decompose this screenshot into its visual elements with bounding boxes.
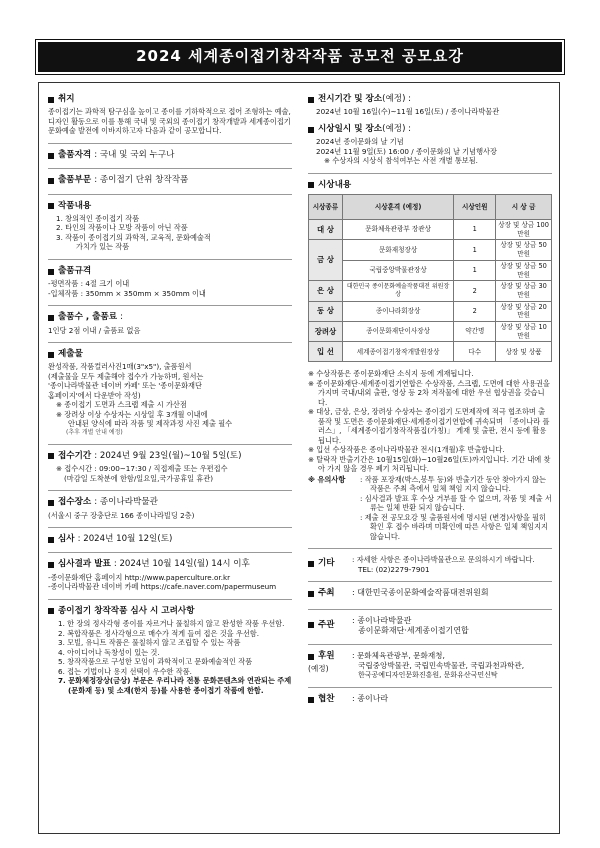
divider xyxy=(48,342,292,343)
organizer-line: 종이문화재단·세계종이접기연합 xyxy=(358,626,469,636)
award-count: 1 xyxy=(454,240,496,260)
section-awards xyxy=(308,180,552,363)
bullet-square-icon xyxy=(308,561,314,567)
result-value: : 2024년 10월 14일(월) 14시 이후 xyxy=(113,559,250,570)
section-content xyxy=(48,201,292,252)
sponsor-line: 한국공예디자인문화진흥원, 문화유산국민신탁 xyxy=(358,670,498,679)
award-prize: 상장 및 상품 xyxy=(496,342,552,362)
note-item: ※ 수상작품은 종이문화재단 소식지 등에 게재됩니다. xyxy=(308,369,474,379)
list-item: 3. 작품이 종이접기의 과학적, 교육적, 문화예술적 xyxy=(56,232,211,242)
divider xyxy=(308,173,552,174)
table-row xyxy=(309,281,552,301)
caution-item: : 작품 포장재(박스,봉투 등)와 반출기간 동안 찾아가지 않는 작품은 주최 측에서 일체 책임 지지 않습니다. xyxy=(360,474,547,494)
column-header: 시상인원 xyxy=(454,195,496,220)
submit-line: ※ 장려상 이상 수상자는 시상일 후 3개월 이내에 xyxy=(56,409,208,419)
table-row xyxy=(309,301,552,321)
sponsor-note: (예정) xyxy=(308,664,329,674)
section-ceremony: 시상일시 및 장소 (예정) : 2024년 종이문화의 날 기념 2024년 11월 9일(토) 16:00 / 종이문화의 날 기념행사장 ※ 수상자의 시상식 참석여부는 사전 개별 통보됨. xyxy=(308,124,552,166)
section-judge xyxy=(48,534,292,545)
section-purpose xyxy=(48,94,292,136)
section-heading: 전시기간 및 장소 xyxy=(318,94,383,104)
section-heading: 출품수 , 출품료 xyxy=(58,312,118,323)
section-heading: 주관 xyxy=(318,619,335,630)
bullet-square-icon xyxy=(48,453,54,459)
sponsor-line: : 문화체육관광부, 문화재청, xyxy=(352,650,445,660)
list-item: 2. 타인의 작품이나 모방 작품이 아닌 작품 xyxy=(56,223,188,233)
section-exhibit: 전시기간 및 장소 (예정) : 2024년 10월 16일(수)~11월 16일(토) / 종이나라박물관 xyxy=(308,94,552,117)
divider xyxy=(48,259,292,260)
section-heading: 접수장소 xyxy=(58,497,92,508)
submit-line: 안내된 양식에 따라 작품 및 제작과정 사진 제출 필수 xyxy=(68,419,233,429)
divider xyxy=(308,609,552,610)
divider xyxy=(48,305,292,306)
award-name: 국립중앙박물관장상 xyxy=(342,260,453,280)
note-item: ※ 탈락작 반출기간은 10월15일(화)~10월26일(토)까지입니다. 기간 내에 찾아 가지 않을 경우 폐기 처리됩니다. xyxy=(308,454,551,474)
award-level: 동 상 xyxy=(309,301,343,321)
column-header: 시상종류 xyxy=(309,195,343,220)
section-heading: 주최 xyxy=(318,588,335,599)
divider xyxy=(48,527,292,528)
note-item: ※ 대상, 금상, 은상, 장려상 수상자는 종이접기 도면제작에 적극 협조하며 출품작 및 도면은 종이문화재단·세계종이접기연합에 귀속되며 「종이나라 플러스」, 「세계종이접기창작작품집(가칭)」 게재 및 출판, 전시 등에 활용됩니다. xyxy=(308,407,550,445)
divider xyxy=(48,194,292,195)
section-criteria xyxy=(48,606,292,695)
section-host xyxy=(308,588,552,601)
ceremony-line: 2024년 종이문화의 날 기념 xyxy=(316,137,404,147)
award-prize: 상장 및 상금 50만원 xyxy=(496,260,552,280)
note-item: ※ 입선 수상작품은 종이나라박물관 전시(1개월)후 반출합니다. xyxy=(308,445,505,455)
divider xyxy=(48,552,292,553)
submit-line: 홈페이지'에서 다운받아 작성) xyxy=(48,390,141,400)
divider xyxy=(308,581,552,582)
award-level: 금 상 xyxy=(309,240,343,281)
section-heading: 심사결과 발표 xyxy=(58,559,111,570)
section-result xyxy=(48,559,292,591)
list-item: 가치가 있는 작품 xyxy=(76,242,130,252)
list-item: 2. 복합작품은 정사각형으로 매수가 적게 들여 접은 것을 우선함. xyxy=(58,628,260,638)
section-support xyxy=(308,694,552,707)
sponsor-line: 국립중앙박물관, 국립민속박물관, 국립과천과학관, xyxy=(358,660,525,670)
award-count: 2 xyxy=(454,281,496,301)
ceremony-line: 2024년 11월 9일(토) 16:00 / 종이문화의 날 기념행사장 xyxy=(316,146,497,156)
section-eligibility xyxy=(48,150,292,161)
divider xyxy=(48,490,292,491)
award-name: 대한민국 종이문화예술작품대전 위원장상 xyxy=(342,281,453,301)
list-item: -입체작품 : 350mm × 350mm × 350mm 이내 xyxy=(48,288,206,298)
section-heading: 제출물 xyxy=(58,349,83,360)
bullet-square-icon xyxy=(308,697,314,703)
section-count: 출품수 , 출품료 : 1인당 2점 이내 / 출품료 없음 xyxy=(48,312,292,335)
column-header: 시 상 금 xyxy=(496,195,552,220)
contact-tel[interactable]: TEL: (02)2279-7901 xyxy=(358,564,430,574)
award-prize: 상장 및 상금 30만원 xyxy=(496,281,552,301)
table-row xyxy=(309,342,552,362)
section-heading: 협찬 xyxy=(318,694,335,705)
list-item: 1. 한 장의 정사각형 종이를 자르거나 풀칠하지 않고 완성한 작품 우선함. xyxy=(58,619,285,629)
award-name: 종이문화재단이사장상 xyxy=(342,322,453,342)
submit-line: 완성작품, 작품컬러사진1매(3"x5"), 출품원서 xyxy=(48,362,192,372)
award-name: 문화체육관광부 장관상 xyxy=(342,220,453,240)
section-heading: 심사 xyxy=(58,534,75,544)
bullet-square-icon xyxy=(48,153,54,159)
section-heading: 후원 xyxy=(318,650,335,661)
contact-text: : 자세한 사항은 종이나라박물관으로 문의하시기 바랍니다. xyxy=(352,555,535,565)
page-title: 2024 세계종이접기창작작품 공모전 공모요강 xyxy=(38,42,562,72)
bullet-square-icon xyxy=(308,127,314,133)
right-column xyxy=(308,94,552,715)
place-address: (서울시 중구 장충단로 166 종이나라빌딩 2층) xyxy=(48,510,195,520)
award-count: 1 xyxy=(454,260,496,280)
section-heading: 기타 xyxy=(318,558,335,569)
submit-line: ※ 종이접기 도면과 스크랩 제출 시 가산점 xyxy=(56,400,187,410)
judge-value: : 2024년 10월 12일(토) xyxy=(77,534,173,544)
section-period xyxy=(48,451,292,483)
section-heading: 작품내용 xyxy=(58,200,92,211)
table-row xyxy=(309,220,552,240)
section-submit xyxy=(48,349,292,437)
section-contact xyxy=(308,555,552,574)
period-line: (마감일 도착분에 한함/일요일,국가공휴일 휴관) xyxy=(64,473,214,483)
left-column xyxy=(48,94,292,702)
divider xyxy=(308,548,552,549)
section-heading: 출품부문 xyxy=(58,175,92,186)
divider xyxy=(308,687,552,688)
list-item: 5. 창작작품으로 구성한 모임이 과학적이고 문화예술적인 작품 xyxy=(58,657,253,667)
bullet-square-icon xyxy=(308,654,314,660)
period-line: ※ 접수시간 : 09:00~17:30 / 직접제출 또는 우편접수 xyxy=(56,464,228,474)
list-item: 3. 모빌, 유니트 작품은 풀칠하지 않고 조립할 수 있는 작품 xyxy=(58,638,241,648)
caution-block xyxy=(308,475,552,542)
ceremony-line: ※ 수상자의 시상식 참석여부는 사전 개별 통보됨. xyxy=(324,156,478,166)
list-item: 1. 창의적인 종이접기 작품 xyxy=(56,213,140,223)
section-category xyxy=(48,175,292,186)
caution-item: : 제출 전 공모요강 및 출품원서에 명시된 (변경)사항을 필히 확인 후 접수 바라며 미확인에 따른 사항은 일체 책임지지 않습니다. xyxy=(360,512,548,541)
award-name: 문화재청장상 xyxy=(342,240,453,260)
table-row xyxy=(309,260,552,280)
section-heading: 종이접기 창작작품 심사 시 고려사항 xyxy=(58,605,195,616)
section-notes xyxy=(308,369,552,541)
bullet-square-icon xyxy=(48,352,54,358)
submit-note: (추후 개별 안내 예정) xyxy=(66,428,123,436)
award-name: 종이나라회장상 xyxy=(342,301,453,321)
award-level: 장려상 xyxy=(309,322,343,342)
category-value: : 종이접기 단위 창작작품 xyxy=(94,175,189,186)
note-item: ※ 종이문화재단·세계종이접기연합은 수상작품, 스크랩, 도면에 대한 사용권을 가지며 국내/내외 출판, 영상 등 2차 저작물에 대한 우선 협상권을 갖습니다. xyxy=(308,378,550,407)
divider xyxy=(48,444,292,445)
bullet-square-icon xyxy=(48,203,54,209)
divider xyxy=(48,168,292,169)
result-link[interactable]: -종이나라박물관 네이버 카페 https://cafe.naver.com/papermuseum xyxy=(48,582,277,592)
bullet-square-icon xyxy=(48,500,54,506)
award-prize: 상장 및 상금 50만원 xyxy=(496,240,552,260)
award-prize: 상장 및 상금 10만원 xyxy=(496,322,552,342)
table-row xyxy=(309,322,552,342)
award-count: 1 xyxy=(454,220,496,240)
table-header-row xyxy=(309,195,552,220)
period-value: : 2024년 9월 23일(월)~10월 5일(토) xyxy=(94,450,242,461)
section-spec xyxy=(48,266,292,298)
award-prize: 상장 및 상금 100만원 xyxy=(496,220,552,240)
bullet-square-icon xyxy=(308,182,314,188)
awards-table xyxy=(308,194,552,362)
list-item: -평면작품 : 4절 크기 이내 xyxy=(48,279,130,289)
host-value: : 대한민국종이문화예술작품대전위원회 xyxy=(352,588,489,598)
list-item: 6. 접는 기법이나 용지 선택이 우수한 작품. xyxy=(58,666,192,676)
bullet-square-icon xyxy=(48,269,54,275)
section-sponsor xyxy=(308,651,552,680)
caution-label: ※ 유의사항 xyxy=(308,474,346,484)
divider xyxy=(48,143,292,144)
submit-line: (제출물을 모두 제출해야 접수가 가능하며, 원서는 xyxy=(48,371,204,381)
award-count: 다수 xyxy=(454,342,496,362)
bullet-square-icon xyxy=(308,97,314,103)
list-item: 4. 아이디어나 독창성이 있는 것. xyxy=(58,647,160,657)
bullet-square-icon xyxy=(48,537,54,543)
section-heading: 출품자격 xyxy=(58,149,92,160)
submit-line: '종이나라박물관 네이버 카페' 또는 '종이문화재단 xyxy=(48,381,202,391)
column-header: 시상훈격 (예정) xyxy=(342,195,453,220)
place-value: : 종이나라박물관 xyxy=(94,497,158,508)
bullet-square-icon xyxy=(308,591,314,597)
caution-item: : 심사결과 발표 후 수상 거부를 할 수 없으며, 작품 및 제출 서류는 일체 반환 되지 않습니다. xyxy=(360,493,552,513)
section-organizer xyxy=(308,616,552,637)
organizer-line: : 종이나라박물관 xyxy=(352,615,412,625)
bullet-square-icon xyxy=(48,178,54,184)
support-value: : 종이나라 xyxy=(352,694,389,704)
award-count: 2 xyxy=(454,301,496,321)
section-heading: 접수기간 xyxy=(58,450,92,461)
bullet-square-icon xyxy=(48,562,54,568)
bullet-square-icon xyxy=(48,97,54,103)
bullet-square-icon xyxy=(48,315,54,321)
section-place xyxy=(48,497,292,520)
award-level: 입 선 xyxy=(309,342,343,362)
purpose-text: 종이접기는 과학적 탐구심을 높이고 종이를 기하학적으로 접어 조형하는 예술, 디자인 활동으로 이를 통해 국내 및 국외의 종이접기 창작개발과 세계종이접기문화예술 발전에 이바지하고자 다음과 같이 공모합니다. xyxy=(48,107,291,136)
count-text: 1인당 2점 이내 / 출품료 없음 xyxy=(48,325,141,335)
award-count: 약간명 xyxy=(454,322,496,342)
exhibit-text: 2024년 10월 16일(수)~11월 16일(토) / 종이나라박물관 xyxy=(316,107,500,117)
bullet-square-icon xyxy=(48,608,54,614)
divider xyxy=(48,599,292,600)
eligibility-value: : 국내 및 국외 누구나 xyxy=(94,149,175,160)
section-heading: 출품규격 xyxy=(58,265,92,276)
list-item: 7. 문화체정장상(금상) 부문은 우리나라 전통 문화콘텐츠와 연관되는 주제(문화재 등) 및 소재(한지 등)를 사용한 종이접기 작품에 한함. xyxy=(58,676,292,695)
bullet-square-icon xyxy=(308,622,314,628)
award-prize: 상장 및 상금 20만원 xyxy=(496,301,552,321)
award-level: 은 상 xyxy=(309,281,343,301)
award-name: 세계종이접기창작개발원장상 xyxy=(342,342,453,362)
table-row xyxy=(309,240,552,260)
divider xyxy=(308,644,552,645)
section-heading: 취지 xyxy=(58,94,75,104)
award-level: 대 상 xyxy=(309,220,343,240)
result-link[interactable]: -종이문화재단 홈페이지 http://www.paperculture.or.kr xyxy=(48,572,231,582)
section-heading: 시상내용 xyxy=(318,179,352,190)
section-heading: 시상일시 및 장소 xyxy=(318,123,383,134)
